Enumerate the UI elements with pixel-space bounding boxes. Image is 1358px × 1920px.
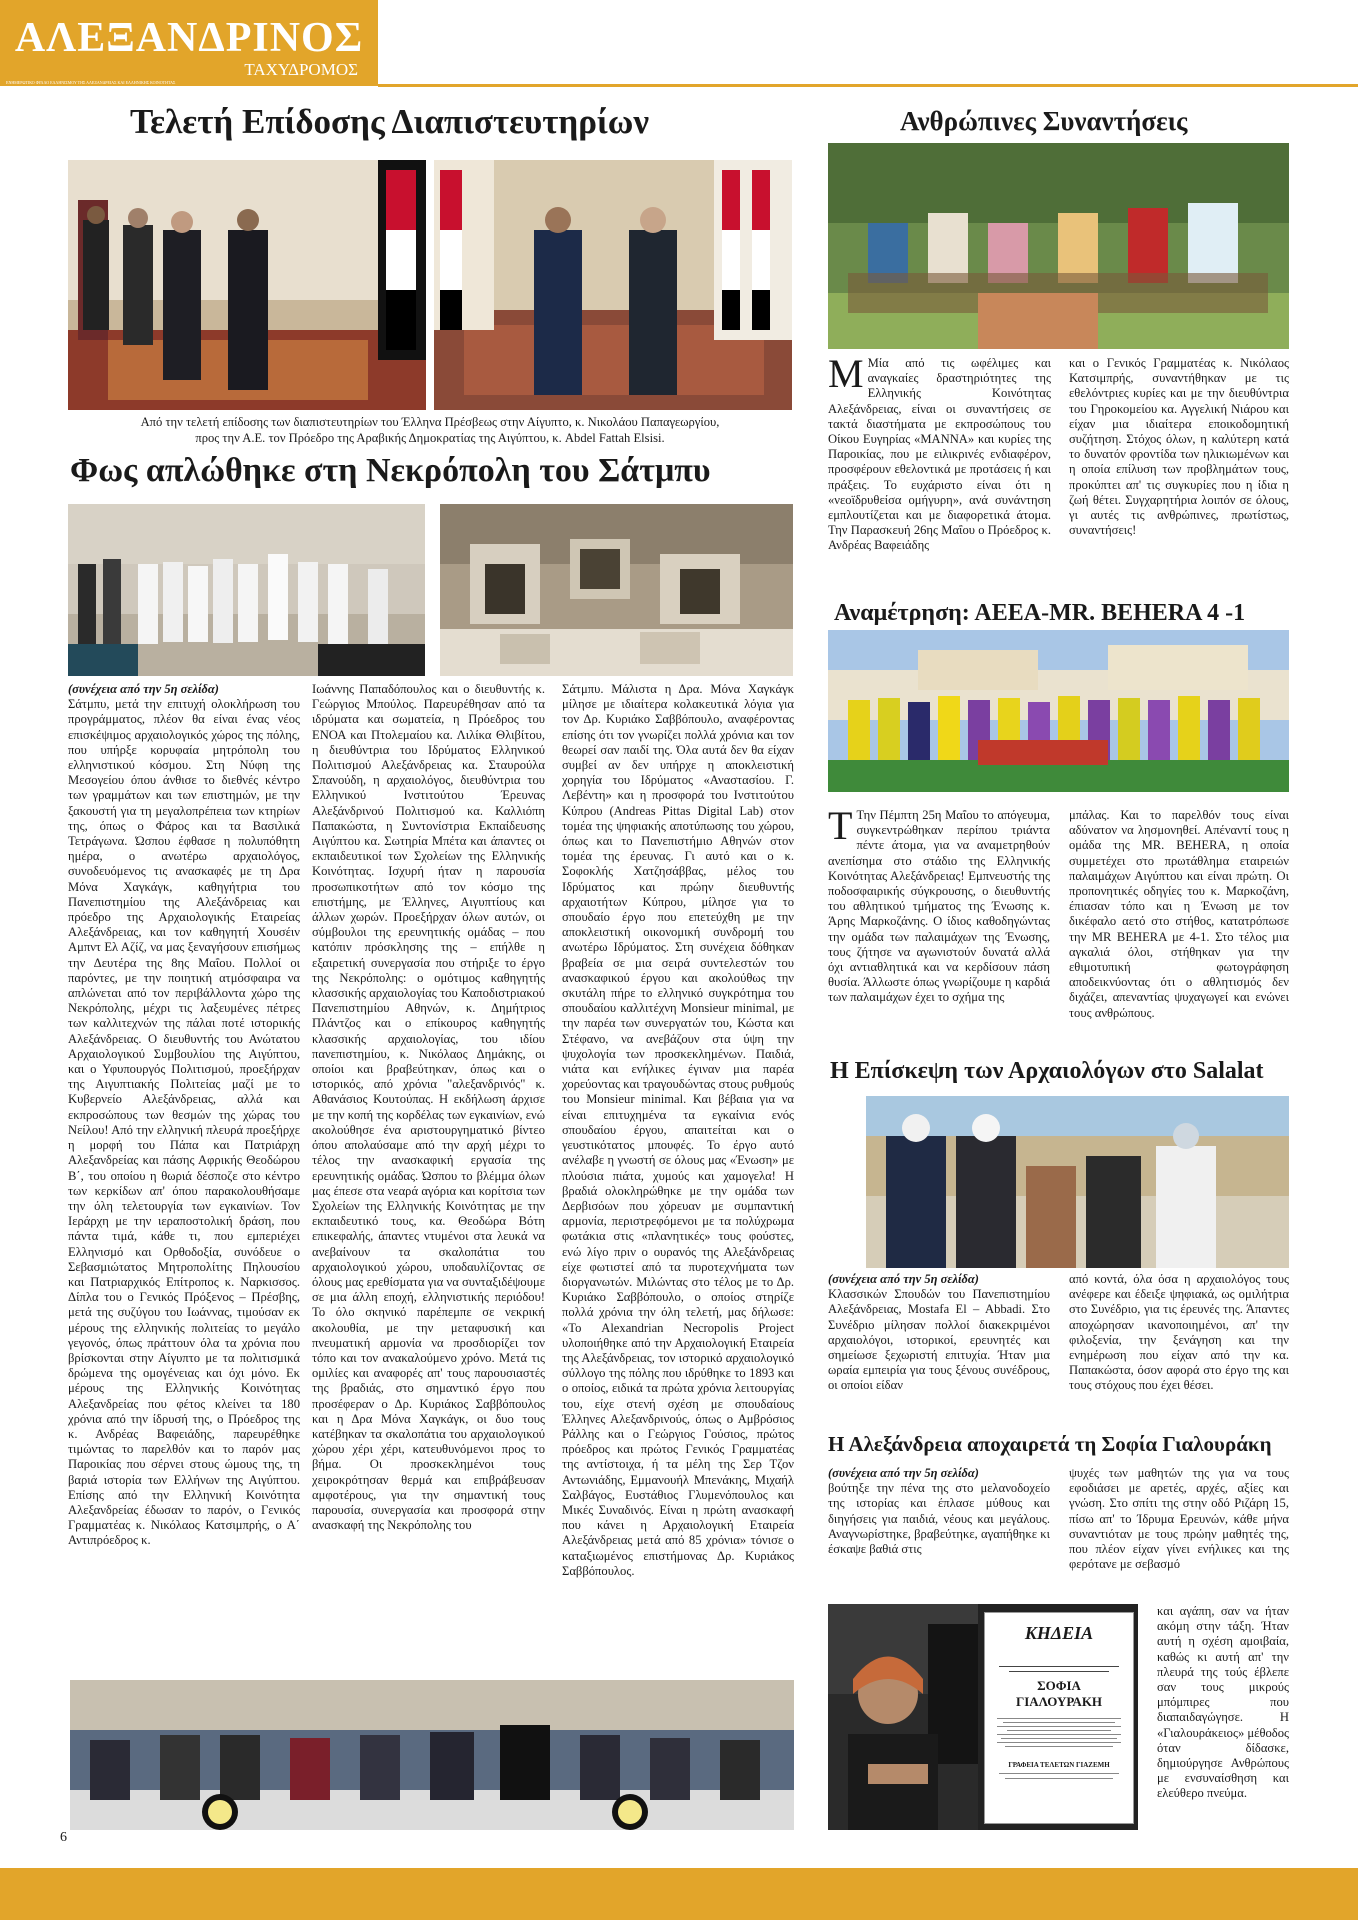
article3-column-2 bbox=[1069, 356, 1289, 584]
article4-text-col1: Την Πέμπτη 25η Μαΐου το απόγευμα, συγκεντρώθηκαν περίπου τριάντα πέντε άτομα, για να αναμετρηθούν ανεπίσημα στο στάδιο της Ελληνικής Κοινότητας Αλεξάνδρειας! Εμπνευστής της ποδοσφαιρικής σύγκρουσης, ο διευθυντής του αθλητικού τμήματος της Ένωσης κ. Άρης Μαρκοζάνης. Ο ίδιος καθοδηγώντας την ομάδα των παλαιμάχων της Ένωσης, τους ζήτησε να αγωνιστούν δυνατά αλλά όχι αντιαθλητικά και να κερδίσουν πάση θυσία. Άλλωστε όπως γνωρίζουμε η καρδιά των παλαιμάχων έχει το σχήμα της bbox=[828, 808, 1050, 1005]
top-rule bbox=[378, 84, 1358, 87]
notice-name-line1: ΣΟΦΙΑ bbox=[1037, 1678, 1081, 1693]
drop-cap: Μ bbox=[828, 356, 864, 396]
masthead bbox=[0, 0, 378, 86]
article2-text-col3: Σάτμπυ. Μάλιστα η Δρα. Μόνα Χαγκάγκ μίλησε με ιδιαίτερα κολακευτικά λόγια για τον Δρ. Κυριάκο Σαββόπουλο, αναφέροντας επίσης ότι τον γνωρίζει πολλά χρόνια και τον θεωρεί σαν παιδί της. Όλα αυτά δεν θα είχαν συμβεί αν δεν υπήρχε η αποκλειστική χορηγία του Ιδρύματος «Αναστασίου. Γ. Λεβέντη» και η προσφορά του Ινστιτούτου Κύπρου (Andreas Pittas Digital Lab) στον τομέα της ψηφιακής αποτύπωσης του χώρου, όπως και το Πανεπιστήμιο Αθηνών στον τομέα της έρευνας. Γι αυτό και ο κ. Σοφοκλής Χατζησάββας, μέλος του Ιδρύματος και πρώην διευθυντής αρχαιοτήτων Κύπρου, μίλησε για το σπουδαίο έργο που επετεύχθη με την αποκλειστική οικονομική συνδρομή του ανωτέρω Ιδρύματος. Στη συνέχεια δόθηκαν βραβεία σε μια σειρά συντελεστών του ανασκαφικού έργου και ακολούθως την σκυτάλη πήρε το ελληνικό συγκρότημα του σπουδαίου καλλιτέχνη Monsieur minimal, με την παρέα των συνεργατών του, Κώστα και Στέφανο, να ανεβάζουν στα ύψη την ψυχολογία των προσκεκλημένων. Παιδιά, νιάτα και ενήλικες έγιναν μια παρέα χορεύοντας και τραγουδώντας στους ρυθμούς του Monsieur minimal. Και βέβαια για να είναι επιτυχημένα τα εγκαίνια ενός σπουδαίου έργου, απαιτείται και ο γευστικότατος μπουφές. Το έργο αυτό ανέλαβε η γνωστή σε όλους μας «Ένωση» με πλούσια πιάτα, χυμούς και χαμογελα! Η βραδιά ολοκληρώθηκε με την ομάδα των Δερβισόων που χόρευαν με συμπαντική αρμονία, περιστρεφόμενοι με τα πολύχρωμα φωτάκια στις «πλανητικές» τους φούστες, ενώ λίγο πριν ο ουρανός της Αλεξάνδρειας είχε φωτιστεί από τα πυροτεχνήματα των διοργανωτών. Μιλώντας στο τέλος με το Δρ. Κυριάκο Σαββόπουλο, ο οποίος στηρίζε πολλά χρόνια την όλη τελετή, μας δήλωσε: «Το Alexandrian Necropolis Project υλοποιήθηκε από την Αρχαιολογική Εταιρεία της Αλεξάνδρειας, τον ιστορικό αρχαιολογικό σύλλογο της πόλης που ιδρύθηκε το 1893 και ο οποίος, ειδικά τα πρώτα χρόνια λειτουργίας του, είχε στενή σχέση με σπουδαίους Έλληνες Αλεξανδρινούς, όπως ο Αμβρόσιος Ράλλης και ο Γεώργιος Γούσιος, πρώτος πρόεδρος και πρώτος Γενικός Γραμματέας της αντίστοιχα, ή τα μέλη της Σερ Τζον Αντωνιάδης, Εμμανουήλ Μπενάκης, Μιχαήλ Σαλβάγος, Ευστάθιος Γλυμενόπουλος και Μικές Συναδινός. Είναι η πρώτη ανασκαφή που κάνει η Αρχαιολογική Εταιρεία Αλεξάνδρειας μετά από 85 χρόνια» τόνισε ο καταξιωμένος επιστήμονας Δρ. Κυριάκος Σαββόπουλος. bbox=[562, 682, 794, 1578]
article6-headline: Η Αλεξάνδρεια αποχαιρετά τη Σοφία Γιαλουράκη bbox=[828, 1432, 1272, 1456]
drop-cap: Τ bbox=[828, 808, 853, 848]
article4-text-col2: μπάλας. Και το παρελθόν τους είναι αδύνατον να λησμονηθεί. Απέναντί τους η ομάδα της MR. BEHERA, η οποία συμμετέχει στο πρωτάθλημα εταιρειών παλαιμάχων Αιγύπτου και είναι πρώτη. Οι προπονητικές οδηγίες του κ. Μαρκοζάνη, έπιασαν τόπο και η Ένωση με τον δικέφαλο αετό στο στήθος, κατατρόπωσε την MR BEHERA με 4-1. Στο τέλος μια αγκαλιά όλοι, στήθηκαν για την εθιμοτυπική φωτογράφηση αποδεικνύοντας ότι ο αθλητισμός δεν διχάζει, απεναντίας ψυχαγωγεί και ενώνει τους ανθρώπους. bbox=[1069, 808, 1289, 1020]
article5-column-2 bbox=[1069, 1272, 1289, 1422]
article5-text-col1: Κλασσικών Σπουδών του Πανεπιστημίου Αλεξάνδρειας, Mostafa El – Abbadi. Στο Συνέδριο μίλησαν πολλοί διακεκριμένοι αρχαιολόγοι, ιστορικοί, ερευνητές και σημείωσε ξεχωριστή επιτυχία. Ήταν μια ωραία εμπειρία για τους ξένους συνέδρους, οι οποίοι είδαν bbox=[828, 1287, 1050, 1393]
necropolis-visitors-photo bbox=[68, 504, 425, 676]
article6-text-col2b: και αγάπη, σαν να ήταν ακόμη στην τάξη. Ήταν αυτή η σχέση αμοιβαία, καθώς κι αυτή απ' την πλευρά της τούς έβλεπε σαν τους μικρούς μπόμπιρες που διαπαιδαγώγησε. Η «Γιαλουράκειος» μέθοδος όταν δίδασκε, δημιούργησε Ανθρώπους με ενσυναίσθηση και ελεύθερο πνεύμα. bbox=[1157, 1604, 1289, 1801]
article2-column-2 bbox=[312, 682, 545, 1676]
continuation-note: (συνέχεια από την 5η σελίδα) bbox=[68, 682, 219, 696]
article2-text-col1: Σάτμπυ, μετά την επιτυχή ολοκλήρωση του προγράμματος, πλέον θα είναι ένας νέος επισκέψιμος αρχαιολογικός χώρος της πόλης, που υπήρξε κορυφαία μητρόπολη του ελληνιστικού κόσμου. Στη Νύφη της Μεσογείου όπου άνθισε το διεθνές κέντρο των γραμμάτων και των επιστημών, με την ξακουστή για τη μεγαλοπρέπεια των κτηρίων της, όπως ο Φάρος και τα Βασιλικά Τετράγωνα. Ώσπου έφθασε η πολυπόθητη ημέρα, ο ανωτέρω αρχαιολόγος, συνοδευόμενος τις ανασκαφές με τη Δρα Μόνα Χαγκάγκ, καθηγήτρια του Πανεπιστημίου της Αλεξάνδρειας και πρόεδρο της Αρχαιολογικής Εταιρείας Αλεξάνδρειας, και τον καθηγητή Χουσέιν Αμπντ Ελ Αζίζ, να μας ξεναγήσουν επισήμως την Δευτέρα της 8ης Μαΐου. Πολλοί οι παρόντες, με την ποιητική ατμόσφαιρα να απλώνεται από τον περιβάλλοντα χώρο της Νεκρόπολης, μέχρι τις λαξευμένες πέτρες των καλλιτεχνών της πάλαι ποτέ ιστορικής Αλεξάνδρειας. Ο διευθυντής του Ανώτατου Αρχαιολογικού Συμβουλίου της Αιγύπτου, και ο Υφυπουργός Πολιτισμού, προεξήρχαν της Αιγυπτιακής Πολιτείας μαζί με το Κυβερνείο Αλεξάνδρειας, αλλά και εκπροσώπους των θεσμών της χώρας του Νείλου! Από την ελληνική πλευρά προεξήρχε η μορφή του Πάπα και Πατριάρχη Αλεξανδρείας και πάσης Αφρικής Θεοδώρου Β΄, του οποίου η θωριά δέσποζε στο κέντρο των κερκίδων απ' όπου παρακολουθήσαμε την όλη τελετουργία των εγκαινίων. Τον Ιεράρχη με την ιεραποστολική δράση, που πάντα τιμά, κάθε τι, που εμπεριέχει Ελληνισμό και Ορθοδοξία, συνόδευε ο Σεβασμιώτατος Μητροπολίτης Πηλουσίου και Πατριαρχικός Επίτροπος κ. Ναρκισσος. Δίπλα του ο Γενικός Πρόξενος – Πρέσβης, μετά της συζύγου του Ιωάννας, τιμούσαν εκ μέρους της ελληνικής πολιτείας το μεγάλο γεγονός, όπως πράττουν όλα τα χρόνια που βρίσκονται στην Αίγυπτο με τα πολιτισμικά δρώμενα της ομογένειας και όχι μόνο. Εκ μέρους της Ελληνικής Κοινότητας Αλεξανδρείας που φέτος κλείνει τα 180 χρόνια από την ίδρυσή της, ο Πρόεδρος της κ. Ανδρέας Βαφειάδης, παρευρέθηκε τιμώντας το παρελθόν και το παρόν μας Παροικίας που σέρνει στους ώμους της, τη βαριά ιστορία των Ελλήνων της Αιγύπτου. Επίσης από την Ελληνική Κοινότητα Αλεξανδρείας έδωσαν το παρόν, ο Γενικός Γραμματέας κ. Νικόλαος Κατσιμπρής, ο Α΄ Αντιπρόεδρος κ. bbox=[68, 697, 300, 1548]
article2-headline: Φως απλώθηκε στη Νεκρόπολη του Σάτμπυ bbox=[70, 452, 711, 489]
garden-meeting-photo bbox=[828, 143, 1289, 349]
article3-text-col2: και ο Γενικός Γραμματέας κ. Νικόλαος Κατσιμπρής, συναντήθηκαν με τις εθελόντριες κυρίες και με την διευθύντρια του Γηροκομείου κα. Αγγελική Νιάρου και είχαν μια ιδιαίτερα εποικοδομητική συζήτηση. Στόχος όλων, η καλύτερη κατά το δυνατόν φροντίδα των ηλικιωμένων και η οποία επίλυση των προβλημάτων τους, προκύπτει απ' τις συγκυρίες που η ίδια η ζωή θέτει. Συγχαρητήρια λοιπόν σε όλους, γι αυτές τις ανθρώπινες, πρωτίστως, συναντήσεις! bbox=[1069, 356, 1289, 538]
article2-column-1 bbox=[68, 682, 300, 1622]
dignitaries-tribune-photo bbox=[70, 1680, 794, 1830]
article3-headline: Ανθρώπινες Συναντήσεις bbox=[900, 106, 1188, 136]
continuation-note: (συνέχεια από την 5η σελίδα) bbox=[828, 1272, 979, 1286]
page-number: 6 bbox=[60, 1830, 67, 1845]
portrait-photo bbox=[828, 1604, 978, 1830]
article6-text-col1: βούτηξε την πένα της στο μελανοδοχείο της ιστορίας και έπλασε μύθους και διηγήσεις για παιδιά, νέους και μεγάλους. Αναγνωρίστηκε, βραβεύτηκε, αγαπήθηκε κι έσκαψε βαθιά στις bbox=[828, 1481, 1050, 1557]
ceremony-portrait-photo bbox=[434, 160, 792, 410]
caption-line: προς την Α.Ε. τον Πρόεδρο της Αραβικής Δημοκρατίας της Αιγύπτου, κ. Abdel Fattah Elsisi. bbox=[195, 431, 665, 445]
funeral-notice-image bbox=[828, 1604, 1138, 1830]
article4-headline: Αναμέτρηση: ΑΕΕΑ-MR. BEHERA 4 -1 bbox=[834, 600, 1246, 626]
article1-caption bbox=[60, 414, 800, 446]
ceremony-handshake-photo bbox=[68, 160, 426, 410]
article4-column-1 bbox=[828, 808, 1050, 1048]
article6-text-col2a: ψυχές των μαθητών της για να τους εφοδιάσει με αρετές, αρχές, αξίες και γνώση. Στο σπίτι της στην οδό Ριζάρη 15, πίσω απ' το Ίδρυμα Ερευνών, κάθε μήνα συναντιόταν με τους πρώην μαθητές της, που πλέον είχαν γίνει ενήλικες και της φερότανε με σεβασμό bbox=[1069, 1466, 1289, 1572]
notice-footer: ΓΡΑΦΕΙΑ ΤΕΛΕΤΩΝ ΓΙΑΖΕΜΗ bbox=[1008, 1761, 1110, 1769]
notice-title: ΚΗΔΕΙΑ bbox=[1024, 1623, 1094, 1643]
article3-text-col1: Μία από τις ωφέλιμες και αναγκαίες δραστηριότητες της Ελληνικής Κοινότητας Αλεξάνδρειας, είναι οι συναντήσεις σε τακτά διαστήματα με εκπροσώπους του Οίκου Ευγηρίας «ΜΑΝΝΑ» και κυρίες της Παροικίας, που με ειλικρινές ενδιαφέρον, προσφέρουν εθελοντικά με προτάσεις ή και πράξεις. Το ευχάριστο είναι ότι η «νεοϊδρυθείσα ομήγυρη», ανά συνάντηση εμπλουτίζεται και με διαφορετικά άτομα. Την Παρασκευή 26ης Μαΐου ο Πρόεδρος κ. Ανδρέας Βαφειάδης bbox=[828, 356, 1051, 553]
necropolis-tombs-photo bbox=[440, 504, 793, 676]
continuation-note: (συνέχεια από την 5η σελίδα) bbox=[828, 1466, 979, 1480]
article3-column-1 bbox=[828, 356, 1051, 584]
masthead-tagline: ΕΝΗΜΕΡΩΤΙΚΟ ΦΥΛΛΟ ΕΛΛΗΝΙΣΜΟΥ ΤΗΣ ΑΛΕΞΑΝΔΡΕΙΑΣ ΚΑΙ ΕΛΛΗΝΙΚΗΣ ΚΟΙΝΟΤΗΤΑΣ bbox=[6, 80, 176, 85]
article1-headline: Τελετή Επίδοσης Διαπιστευτηρίων bbox=[130, 102, 650, 141]
article2-column-3 bbox=[562, 682, 794, 1676]
article6-column-2a bbox=[1069, 1466, 1289, 1600]
masthead-subtitle: ΤΑΧΥΔΡΟΜΟΣ bbox=[244, 60, 358, 79]
notice-name-line2: ΓΙΑΛΟΥΡΑΚΗ bbox=[1015, 1694, 1103, 1709]
masthead-title: ΑΛΕΞΑΝΔΡΙΝΟΣ bbox=[14, 15, 364, 61]
article5-column-1 bbox=[828, 1272, 1050, 1422]
article4-column-2 bbox=[1069, 808, 1289, 1048]
article2-text-col2: Ιωάννης Παπαδόπουλος και ο διευθυντής κ. Γεώργιος Μπούλος. Παρευρέθησαν από τα ιδρύματα και σωματεία, η Πρόεδρος του ΕΝΟΑ και Πτολεμαίου κα. Λιλίκα Θλιβίτου, η διευθύντρια του Ιδρύματος Ελληνικού Πολιτισμού Αλεξάνδρειας κα. Σταυρούλα Σπανούδη, η αρχαιολόγος, διευθύντρια του Ελληνικού Ινστιτούτου Έρευνας Αλεξάνδρινού Πολιτισμού κα. Καλλιόπη Παπακώστα, η Συντονίστρια Εκπαίδευσης Αιγύπτου κα. Σωτηρία Μπέτα και άπαντες οι εκπαιδευτικοί των Σχολείων της Ελληνικής Κοινότητας. Ισχυρή ήταν η παρουσία προσωπικοτήτων από τον κόσμο της επιστήμης, με Έλληνες, Αιγυπτίους και άλλων χωρών. Προεξήρχαν όλων αυτών, οι σύμβουλοι της ερευνητικής ομάδας – που κατόπιν πρόσκλησης της – επήλθε η εξαιρετική συνεργασία που στήριξε το έργο της Νεκρόπολης: ο ομότιμος καθηγητής κλασσικής αρχαιολογίας του Καποδιστριακού Πανεπιστημίου Αθηνών, κ. Δημήτριος Πλάντζος και ο επίκουρος καθηγητής κλασσικής αρχαιολογίας, του ιδίου πανεπιστημίου, κ. Νικόλαος Δημάκης, οι οποίοι και βραβεύτηκαν, όπως και ο ιστορικός, από χρόνια "αλεξανδρινός" κ. Αθανάσιος Κουτούπας. Η εκδήλωση άρχισε με την κοπή της κορδέλας των εγκαινίων, ενώ ακολούθησε ένα αριστουργηματικό βίντεο όπου απολαύσαμε από την αρχή μέχρι το τέλος την ανασκαφική εργασία της ερευνητικής ομάδας. Ώσπου το βλέμμα όλων μας έπεσε στα νεαρά αγόρια και κορίτσια των Σχολείων της Ελληνικής Κοινότητας με την εκπαιδευτικό τους, κα. Θεοδώρα Βότη επικεφαλής, άπαντες ντυμένοι στα λευκά να ανεβαίνουν τα σκαλοπάτια του αρχαιολογικού χώρου, υποδαυλίζοντας σε όλους μας ερεθίσματα για να συνταξιδέψουμε σε μια άλλη εποχή, ελληνιστικής περιόδου! Το όλο σκηνικό παρέπεμπε σε νεκρική ακολουθία, με την μεταφυσική και πνευματική αρμονία να προσδιορίζει τον τόπο και τον ανακαλούμενο χρόνο. Μετά τις ομιλίες και αναφορές απ' τους παρουσιαστές της βραδιάς, στο σημαντικό έργο που προσέφεραν ο Δρ. Κυριάκος Σαββόπουλος και η Δρα Μόνα Χαγκάγκ, οι δυο τους κατέβηκαν τα σκαλοπάτια του αρχαιολογικού χώρου χέρι χέρι, κατευθυνόμενοι προς το βήμα. Οι προσκεκλημένοι τους χειροκρότησαν θερμά και επιβράβευσαν αμφοτέρους, για την σημαντική τους παρουσία, συνεργασία και προσφορά στην ανασκαφή της Νεκρόπολης του bbox=[312, 682, 545, 1533]
article5-text-col2: από κοντά, όλα όσα η αρχαιολόγος τους ανέφερε και έδειξε ψηφιακά, ως ομιλήτρια στο Συνέδριο, για τις έρευνές της. Άπαντες αποχώρησαν ικανοποιημένοι, απ' την φιλοξενία, την ξενάγηση και την ενημέρωση που είχαν από την κα. Παπακώστα, όσον αφορά στο έργο της και τους στόχους που έχει θέσει. bbox=[1069, 1272, 1289, 1393]
archaeologists-visit-photo bbox=[866, 1096, 1289, 1268]
article5-headline: Η Επίσκεψη των Αρχαιολόγων στο Salalat bbox=[830, 1058, 1264, 1084]
funeral-notice-card bbox=[984, 1612, 1134, 1824]
caption-line: Από την τελετή επίδοσης των διαπιστευτηρίων του Έλληνα Πρέσβεως στην Αίγυπτο, κ. Νικολάου Παπαγεωργίου, bbox=[140, 415, 720, 429]
article6-column-2b bbox=[1157, 1604, 1289, 1830]
bottom-bar bbox=[0, 1868, 1358, 1920]
football-teams-photo bbox=[828, 630, 1289, 792]
article6-column-1 bbox=[828, 1466, 1050, 1586]
